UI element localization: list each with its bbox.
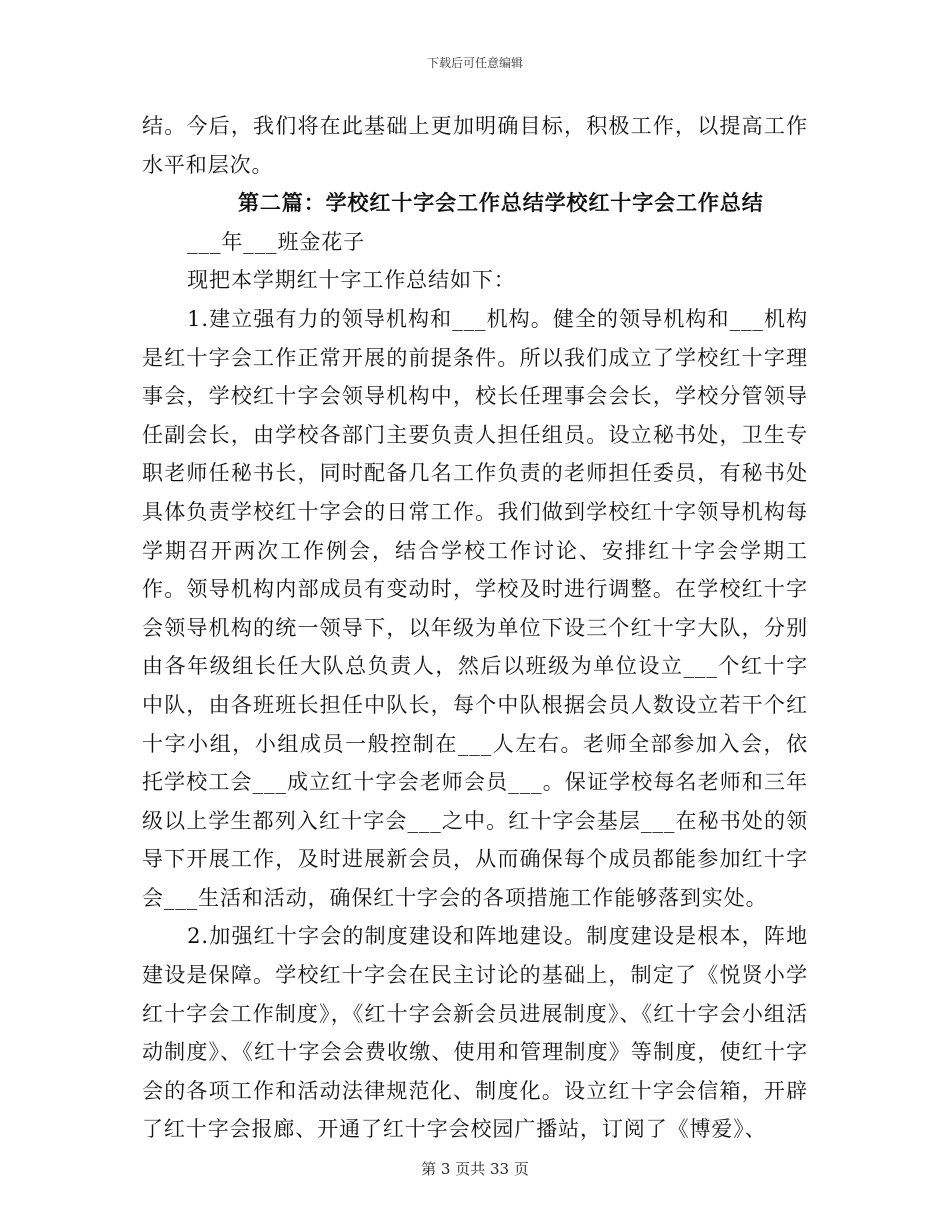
- section-title: 第二篇：学校红十字会工作总结学校红十字会工作总结: [238, 191, 764, 216]
- paragraph-2: 2.加强红十字会的制度建设和阵地建设。制度建设是根本，阵地建设是保障。学校红十字会在民主讨论的基础上，制定了《悦贤小学红十字会工作制度》，《红十字会新会员进展制度》、《红十字会小组活动制度》、《红十字会会费收缴、使用和管理制度》等制度，使红十字会的各项工作和活动法律规范化、制度化。设立红十字会信箱，开辟了红十字会报廊、开通了红十字会校园广播站，订阅了《博爱》、: [142, 924, 808, 1142]
- page-header: 下载后可任意编辑: [426, 56, 523, 70]
- page-footer: 第 3 页共 33 页: [421, 1160, 529, 1178]
- byline: ___年___班金花子: [187, 229, 366, 254]
- paragraph-1: 1.建立强有力的领导机构和___机构。健全的领导机构和___机构是红十字会工作正常开展的前提条件。所以我们成立了学校红十字理事会，学校红十字会领导机构中，校长任理事会会长，学校分管领导任副会长，由学校各部门主要负责人担任组员。设立秘书处，卫生专职老师任秘书长，同时配备几名工作负责的老师担任委员，有秘书处具体负责学校红十字会的日常工作。我们做到学校红十字领导机构每学期召开两次工作例会，结合学校工作讨论、安排红十字会学期工作。领导机构内部成员有变动时，学校及时进行调整。在学校红十字会领导机构的统一领导下，以年级为单位下设三个红十字大队，分别由各年级组长任大队总负责人，然后以班级为单位设立___个红十字中队，由各班班长担任中队长，每个中队根据会员人数设立若干个红十字小组，小组成员一般控制在___人左右。老师全部参加入会，依托学校工会___成立红十字会老师会员___。保证学校每名老师和三年级以上学生都列入红十字会___之中。红十字会基层___在秘书处的领导下开展工作，及时进展新会员，从而确保每个成员都能参加红十字会___生活和活动，确保红十字会的各项措施工作能够落到实处。: [142, 306, 808, 910]
- intro-paragraph: 现把本学期红十字工作总结如下：: [187, 268, 516, 293]
- paragraph-continuation: 结。今后，我们将在此基础上更加明确目标，积极工作，以提高工作水平和层次。: [142, 114, 808, 177]
- document-body: [142, 107, 808, 1149]
